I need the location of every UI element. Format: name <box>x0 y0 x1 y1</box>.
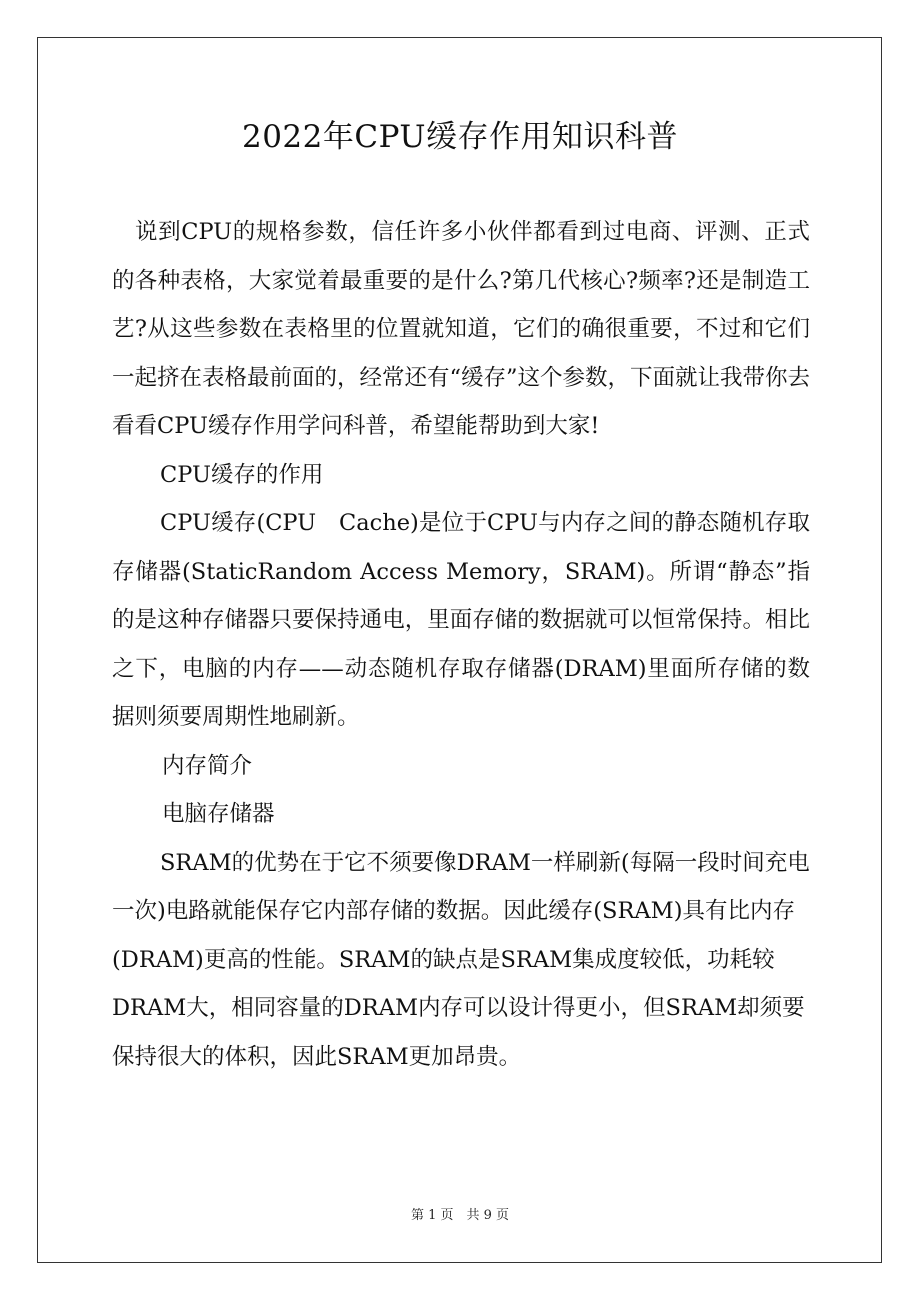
page-number: 第 1 页 共 9 页 <box>410 1208 510 1223</box>
section-heading-computer-storage: 电脑存储器 <box>162 801 275 827</box>
document-title: 2022年CPU缓存作用知识科普 <box>241 119 679 155</box>
sram-advantage-paragraph: SRAM的优势在于它不须要像DRAM一样刷新(每隔一段时间充电一次)电路就能保存它内部存储的数据。因此缓存(SRAM)具有比内存(DRAM)更高的性能。SRAM的缺点是SRAM集成度较低，功耗较DRAM大，相同容量的DRAM内存可以设计得更小，但SRAM却须要保持很大的体积，因此SRAM更加昂贵。 <box>112 849 810 1070</box>
intro-paragraph: 说到CPU的规格参数，信任许多小伙伴都看到过电商、评测、正式的各种表格，大家觉着最重要的是什么?第几代核心?频率?还是制造工艺?从这些参数在表格里的位置就知道，它们的确很重要，不过和它们一起挤在表格最前面的，经常还有“缓存”这个参数，下面就让我带你去看看CPU缓存作用学问科普，希望能帮助到大家! <box>112 219 811 439</box>
document-body <box>112 208 810 1081</box>
cache-definition-paragraph: CPU缓存(CPU Cache)是位于CPU与内存之间的静态随机存取存储器(StaticRandom Access Memory，SRAM)。所谓“静态”指的是这种存储器只要保持通电，里面存储的数据就可以恒常保持。相比之下，电脑的内存——动态随机存取存储器(DRAM)里面所存储的数据则须要周期性地刷新。 <box>112 510 810 730</box>
section-heading-cpu-cache: CPU缓存的作用 <box>160 461 324 488</box>
section-heading-memory-intro: 内存简介 <box>162 752 253 779</box>
